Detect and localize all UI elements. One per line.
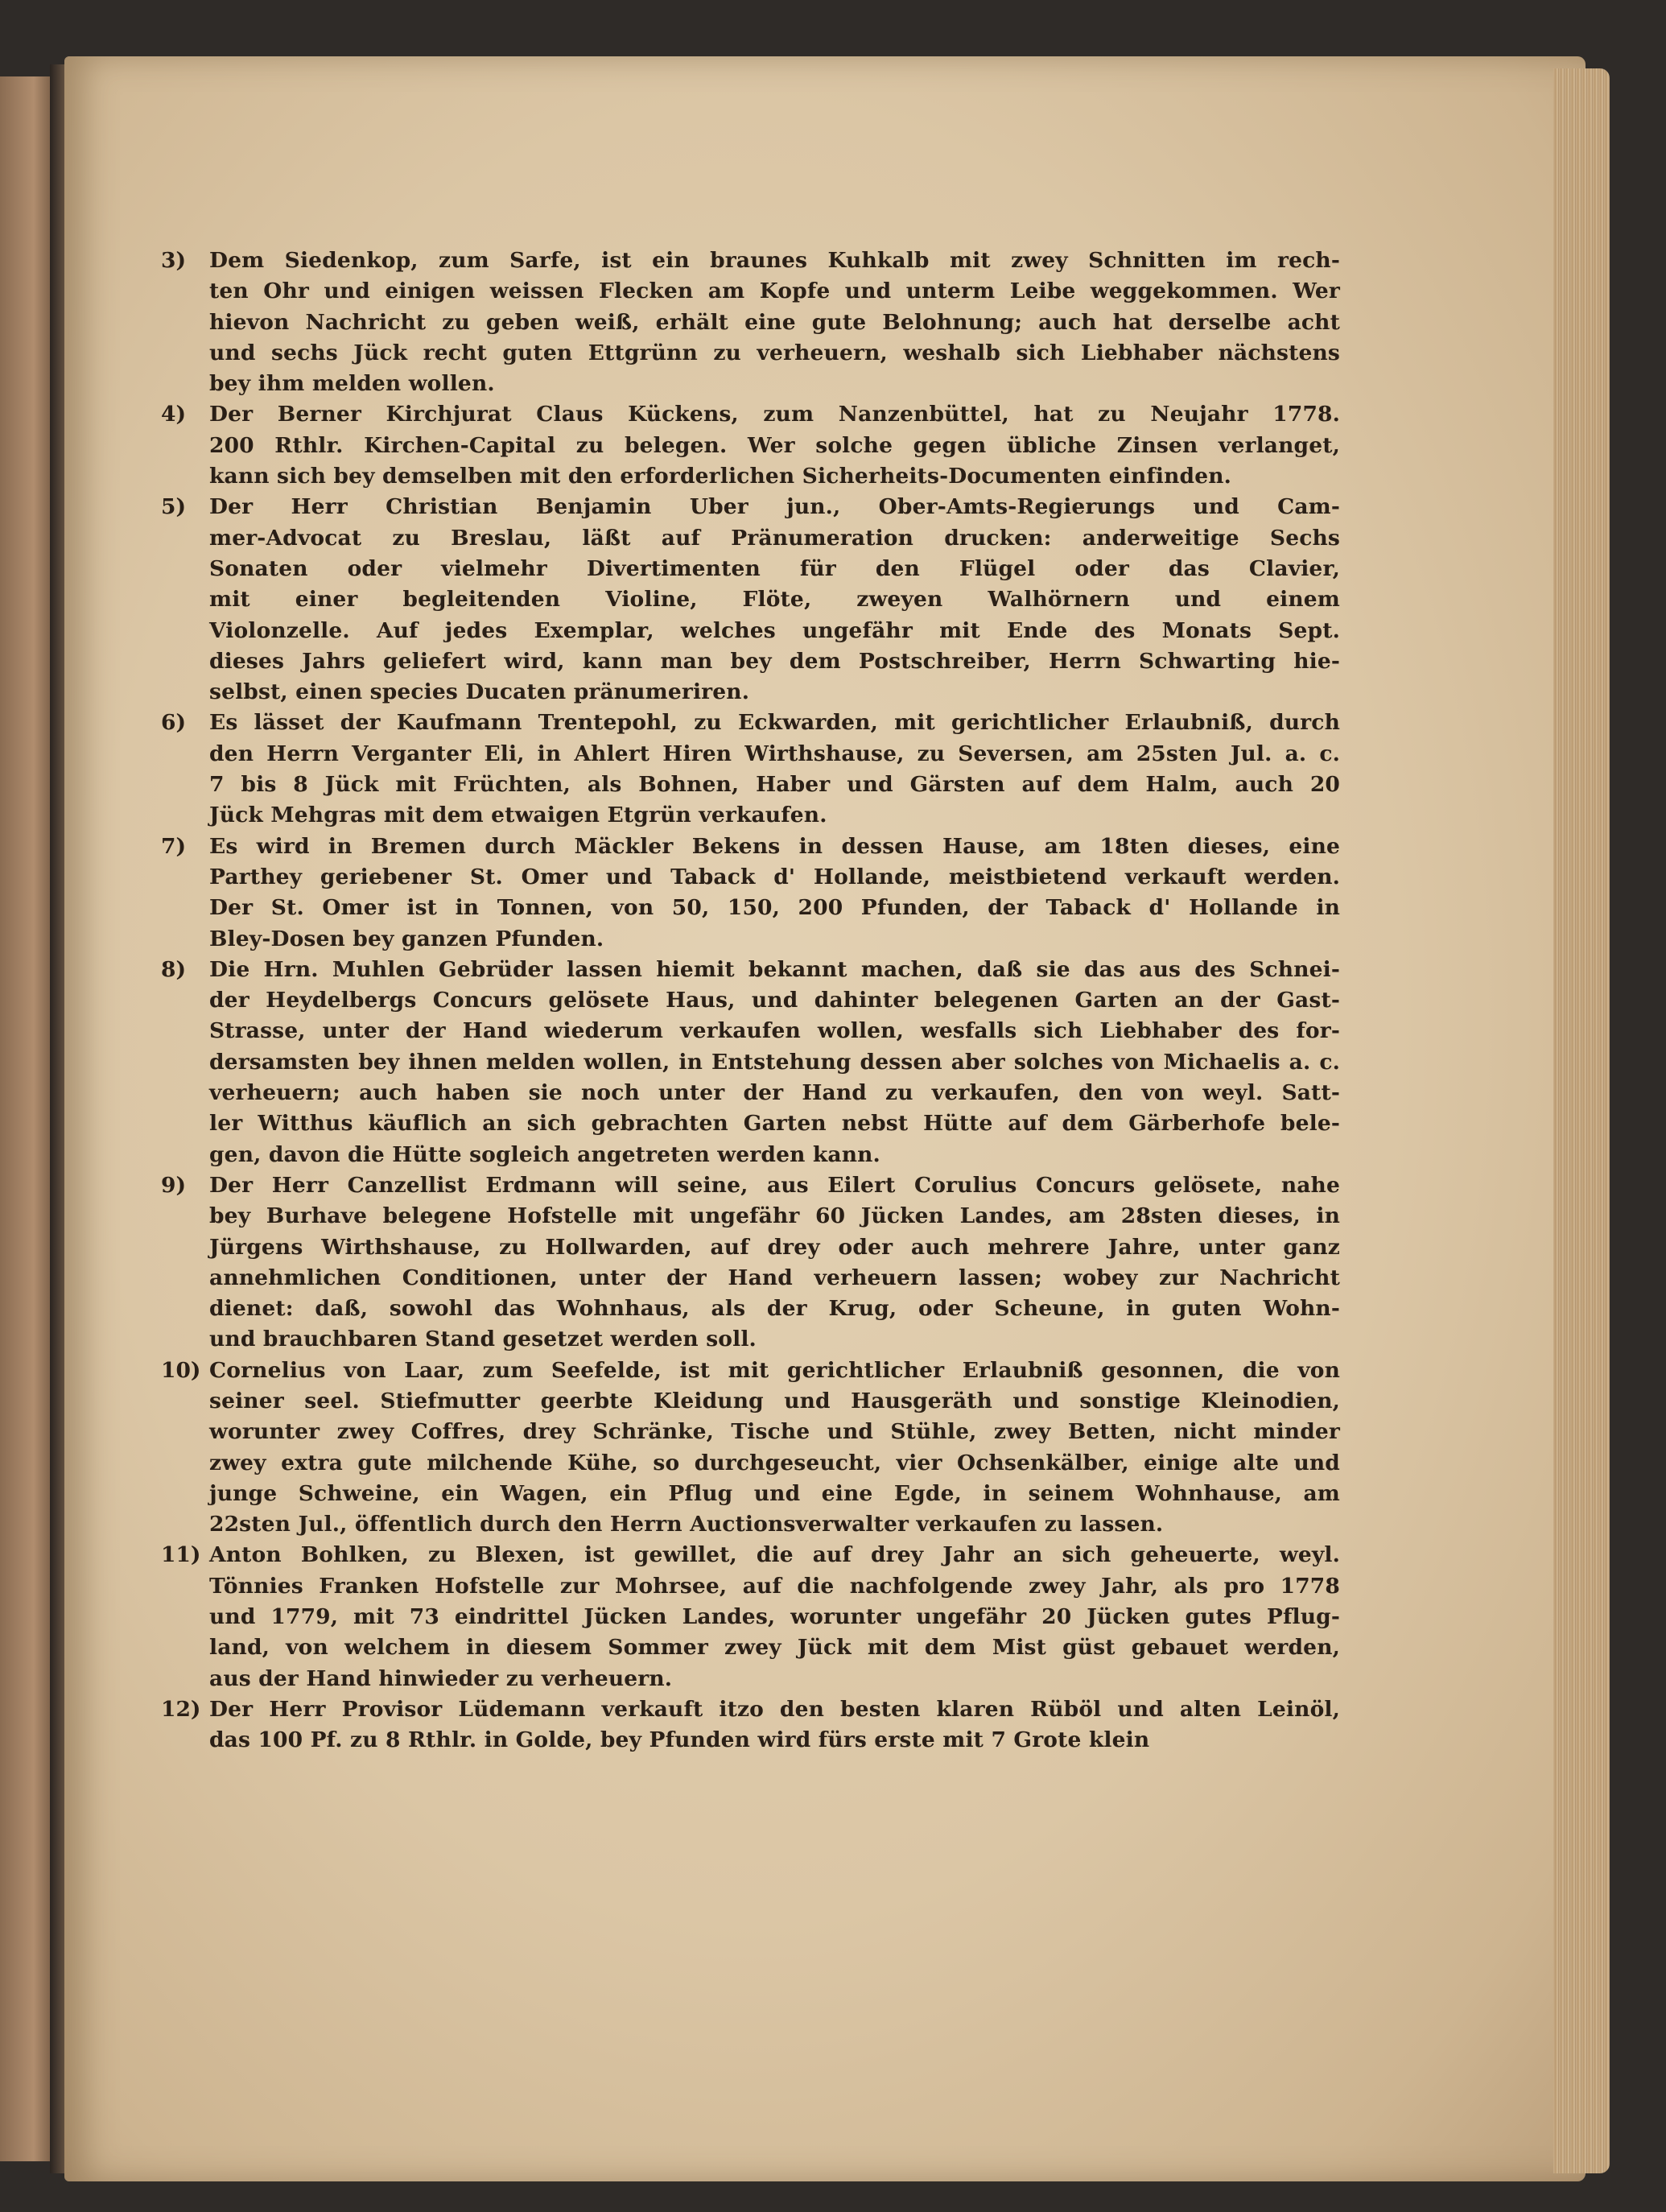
notice-line: seiner seel. Stiefmutter geerbte Kleidung und Hausgeräth und sonstige Kleinodien,: [209, 1388, 1340, 1413]
notice-line: Anton Bohlken, zu Blexen, ist gewillet, die auf drey Jahr an sich geheuerte, weyl.: [209, 1542, 1340, 1568]
notice-line: mer-Advocat zu Breslau, läßt auf Pränumeration drucken: anderweitige Sechs: [209, 525, 1340, 551]
notice-line: Es wird in Bremen durch Mäckler Bekens in dessen Hause, am 18ten dieses, eine: [209, 833, 1340, 859]
notice-entry: [161, 246, 1340, 399]
notice-number: 8): [161, 956, 186, 982]
notice-line: Jück Mehgras mit dem etwaigen Etgrün verkaufen.: [209, 803, 827, 828]
notice-number: 7): [161, 833, 186, 859]
notice-line: Der Berner Kirchjurat Claus Kückens, zum Nanzenbüttel, hat zu Neujahr 1778.: [209, 402, 1340, 427]
notice-number: 5): [161, 494, 186, 520]
notice-entry: [161, 1694, 1340, 1756]
notice-line: das 100 Pf. zu 8 Rthlr. in Golde, bey Pfunden wird fürs erste mit 7 Grote klein: [209, 1727, 1150, 1753]
notice-entry: [161, 1356, 1340, 1541]
notice-line: Strasse, unter der Hand wiederum verkaufen wollen, wesfalls sich Liebhaber des for-: [209, 1018, 1340, 1044]
notice-line: ler Witthus käuflich an sich gebrachten Garten nebst Hütte auf dem Gärberhofe bele-: [209, 1111, 1340, 1137]
notice-line: Cornelius von Laar, zum Seefelde, ist mit gerichtlicher Erlaubniß gesonnen, die von: [209, 1357, 1340, 1383]
notice-line: Der Herr Provisor Lüdemann verkauft itzo den besten klaren Rüböl und alten Leinöl,: [209, 1696, 1340, 1722]
notice-line: worunter zwey Coffres, drey Schränke, Tische und Stühle, zwey Betten, nicht minder: [209, 1419, 1340, 1445]
notice-line: ten Ohr und einigen weissen Flecken am Kopfe und unterm Leibe weggekommen. Wer: [209, 279, 1340, 304]
notice-line: aus der Hand hinwieder zu verheuern.: [209, 1665, 673, 1691]
notice-line: dieses Jahrs geliefert wird, kann man bey dem Postschreiber, Herrn Schwarting hie-: [209, 648, 1340, 674]
notice-number: 12): [161, 1696, 201, 1722]
notice-entry: [161, 1540, 1340, 1694]
notice-line: und brauchbaren Stand gesetzet werden soll.: [209, 1327, 757, 1352]
notice-line: hievon Nachricht zu geben weiß, erhält eine gute Belohnung; auch hat derselbe acht: [209, 309, 1340, 335]
notice-line: bey ihm melden wollen.: [209, 371, 495, 397]
notice-line: selbst, einen species Ducaten pränumeriren.: [209, 679, 750, 705]
notice-number: 4): [161, 402, 186, 427]
notice-line: bey Burhave belegene Hofstelle mit ungefähr 60 Jücken Landes, am 28sten dieses, in: [209, 1203, 1340, 1229]
notice-line: land, von welchem in diesem Sommer zwey Jück mit dem Mist güst gebauet werden,: [209, 1635, 1340, 1661]
notice-line: 200 Rthlr. Kirchen-Capital zu belegen. Wer solche gegen übliche Zinsen verlanget,: [209, 432, 1340, 458]
notice-line: Der Herr Christian Benjamin Uber jun., Ober-Amts-Regierungs und Cam-: [209, 494, 1340, 520]
notice-line: Tönnies Franken Hofstelle zur Mohrsee, auf die nachfolgende zwey Jahr, als pro 1778: [209, 1573, 1340, 1599]
notice-line: mit einer begleitenden Violine, Flöte, zweyen Walhörnern und einem: [209, 587, 1340, 613]
notice-line: 22sten Jul., öffentlich durch den Herrn Auctionsverwalter verkaufen zu lassen.: [209, 1512, 1164, 1537]
notice-line: Dem Siedenkop, zum Sarfe, ist ein braunes Kuhkalb mit zwey Schnitten im rech-: [209, 248, 1340, 273]
notice-line: Der Herr Canzellist Erdmann will seine, aus Eilert Corulius Concurs gelösete, nahe: [209, 1172, 1340, 1198]
notice-line: und sechs Jück recht guten Ettgrünn zu verheuern, weshalb sich Liebhaber nächstens: [209, 340, 1340, 365]
notice-entry: [161, 1170, 1340, 1356]
notice-line: den Herrn Verganter Eli, in Ahlert Hiren Wirthshause, zu Seversen, am 25sten Jul. a. c.: [209, 741, 1340, 766]
notice-line: junge Schweine, ein Wagen, ein Pflug und eine Egde, in seinem Wohnhause, am: [209, 1480, 1340, 1506]
notice-line: annehmlichen Conditionen, unter der Hand verheuern lassen; wobey zur Nachricht: [209, 1265, 1340, 1290]
notice-entry: [161, 708, 1340, 831]
notice-line: verheuern; auch haben sie noch unter der Hand zu verkaufen, den von weyl. Satt-: [209, 1080, 1340, 1106]
notice-line: zwey extra gute milchende Kühe, so durchgeseucht, vier Ochsenkälber, einige alte und: [209, 1450, 1340, 1475]
notice-entry: [161, 832, 1340, 955]
notices-text-block: [161, 246, 1340, 1904]
notice-entry: [161, 955, 1340, 1170]
notice-line: 7 bis 8 Jück mit Früchten, als Bohnen, Haber und Gärsten auf dem Halm, auch 20: [209, 772, 1340, 798]
page-stack-edge: [1553, 68, 1610, 2173]
notice-line: Parthey geriebener St. Omer und Taback d' Hollande, meistbietend verkauft werden.: [209, 864, 1340, 889]
notice-line: Jürgens Wirthshause, zu Hollwarden, auf drey oder auch mehrere Jahre, unter ganz: [209, 1234, 1340, 1260]
notice-line: Sonaten oder vielmehr Divertimenten für den Flügel oder das Clavier,: [209, 555, 1340, 581]
notice-entry: [161, 492, 1340, 708]
notice-number: 11): [161, 1542, 201, 1568]
notice-entry: [161, 399, 1340, 492]
notice-line: Bley-Dosen bey ganzen Pfunden.: [209, 926, 604, 951]
notice-line: Violonzelle. Auf jedes Exemplar, welches ungefähr mit Ende des Monats Sept.: [209, 617, 1340, 643]
notice-line: kann sich bey demselben mit den erforderlichen Sicherheits-Documenten einfinden.: [209, 464, 1232, 489]
notice-line: Der St. Omer ist in Tonnen, von 50, 150, 200 Pfunden, der Taback d' Hollande in: [209, 895, 1340, 921]
notice-number: 6): [161, 710, 186, 736]
notice-line: dersamsten bey ihnen melden wollen, in Entstehung dessen aber solches von Michaelis a. c.: [209, 1049, 1340, 1075]
notice-line: der Heydelbergs Concurs gelösete Haus, und dahinter belegenen Garten an der Gast-: [209, 988, 1340, 1013]
notice-number: 9): [161, 1172, 186, 1198]
notice-number: 3): [161, 248, 186, 273]
notice-line: dienet: daß, sowohl das Wohnhaus, als der Krug, oder Scheune, in guten Wohn-: [209, 1296, 1340, 1322]
notice-line: gen, davon die Hütte sogleich angetreten werden kann.: [209, 1141, 880, 1167]
notice-line: Es lässet der Kaufmann Trentepohl, zu Eckwarden, mit gerichtlicher Erlaubniß, durch: [209, 710, 1340, 736]
notice-number: 10): [161, 1357, 201, 1383]
notice-line: und 1779, mit 73 eindrittel Jücken Landes, worunter ungefähr 20 Jücken gutes Pflug-: [209, 1604, 1340, 1630]
notice-line: Die Hrn. Muhlen Gebrüder lassen hiemit bekannt machen, daß sie das aus des Schnei-: [209, 956, 1340, 982]
facing-page-edge: [0, 76, 56, 2161]
